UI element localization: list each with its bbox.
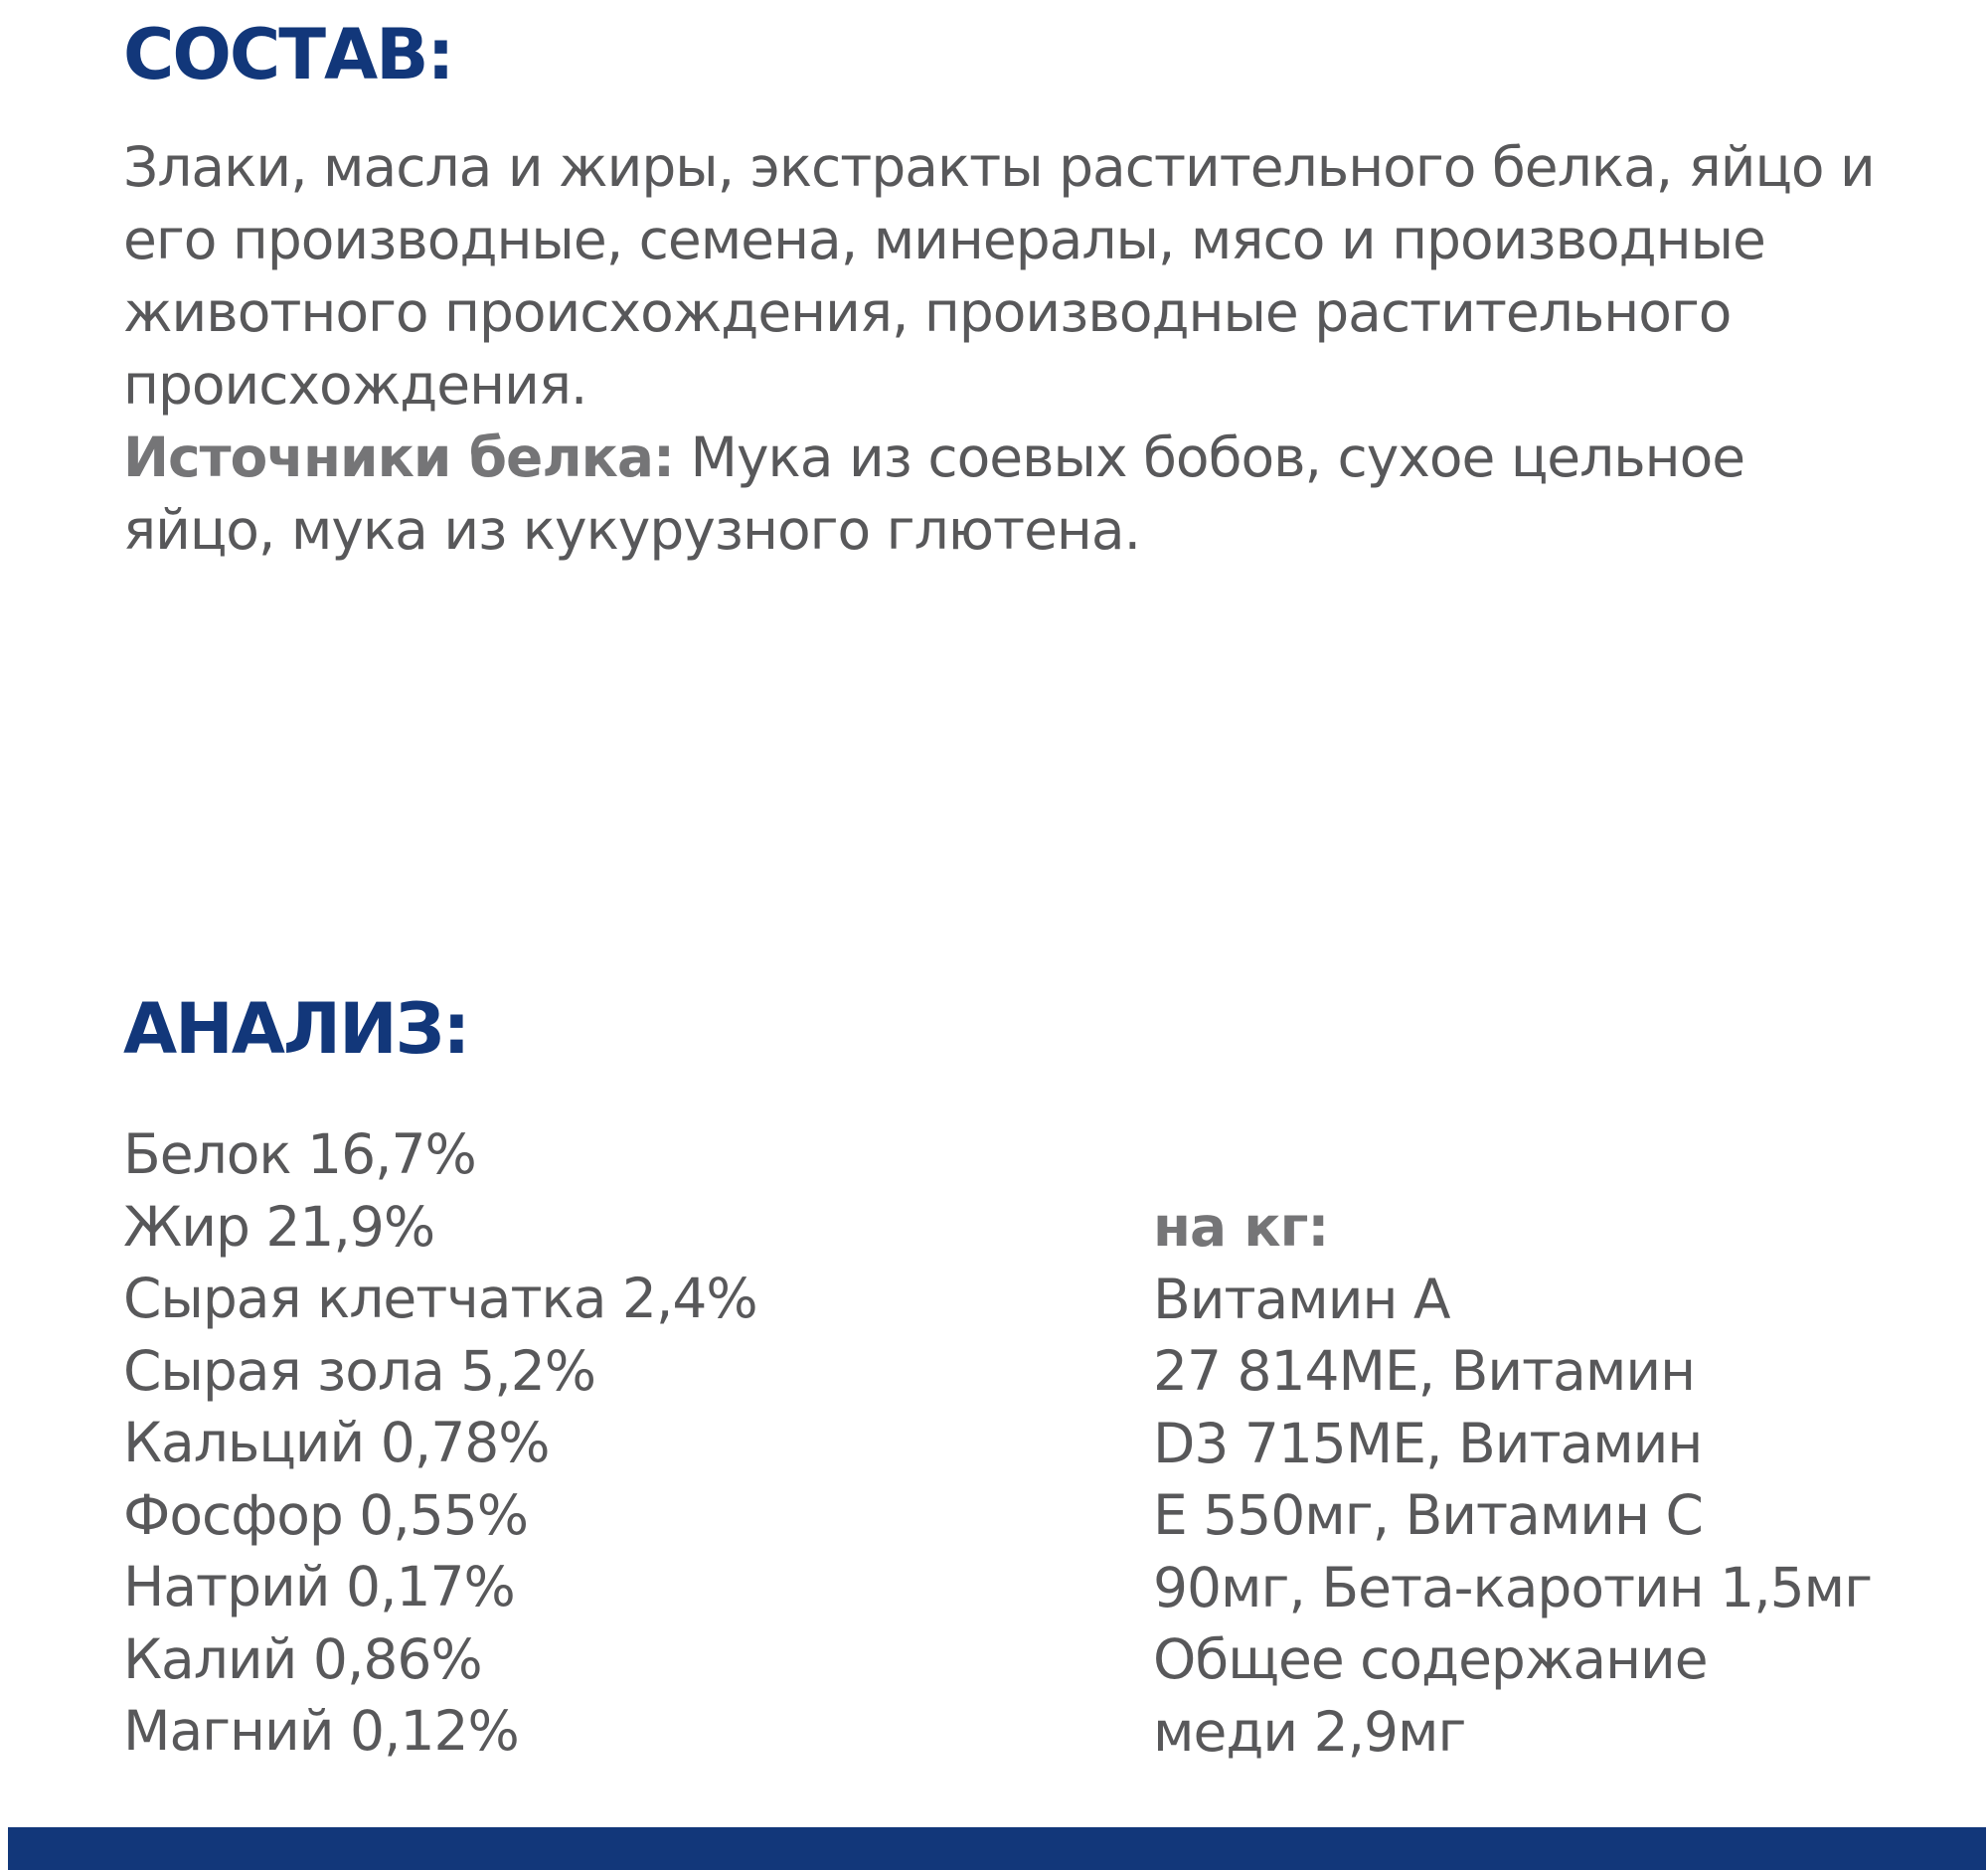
per-kg-line: Общее содержание	[1153, 1627, 1708, 1691]
composition-text	[123, 131, 1893, 567]
analysis-heading: АНАЛИЗ:	[123, 988, 469, 1070]
protein-sources-label: Источники белка:	[123, 425, 675, 489]
analysis-item: Магний 0,12%	[123, 1699, 519, 1763]
footer-bar	[8, 1827, 1986, 1870]
per-kg-line: Витамин А	[1153, 1267, 1450, 1331]
per-kg-line: D3 715МЕ, Витамин	[1153, 1411, 1703, 1475]
analysis-item: Натрий 0,17%	[123, 1555, 515, 1618]
composition-heading: СОСТАВ:	[123, 14, 453, 95]
protein-sources-text: Мука из соевых бобов, сухое цельное яйцо, мука из кукурузного глютена.	[123, 425, 1745, 562]
protein-sources-paragraph	[123, 422, 1893, 567]
analysis-item: Белок 16,7%	[123, 1122, 476, 1186]
per-kg-line: Е 550мг, Витамин С	[1153, 1483, 1703, 1547]
analysis-item: Сырая зола 5,2%	[123, 1338, 595, 1403]
analysis-list	[123, 1118, 757, 1768]
analysis-item: Фосфор 0,55%	[123, 1482, 529, 1547]
per-kg-block	[1153, 1191, 1872, 1768]
per-kg-line: 90мг, Бета-каротин 1,5мг	[1153, 1555, 1873, 1619]
per-kg-line: 27 814МЕ, Витамин	[1153, 1339, 1696, 1403]
per-kg-line: меди 2,9мг	[1153, 1699, 1466, 1764]
per-kg-label: на кг:	[1153, 1195, 1329, 1259]
analysis-item: Калий 0,86%	[123, 1626, 482, 1691]
analysis-item: Сырая клетчатка 2,4%	[123, 1267, 757, 1330]
analysis-item: Кальций 0,78%	[123, 1411, 550, 1474]
analysis-item: Жир 21,9%	[123, 1194, 435, 1259]
ingredients-paragraph: Злаки, масла и жиры, экстракты растительного белка, яйцо и его производные, семена, минералы, мясо и производные животного происхождения, производные растительного происхождения.	[123, 135, 1875, 417]
